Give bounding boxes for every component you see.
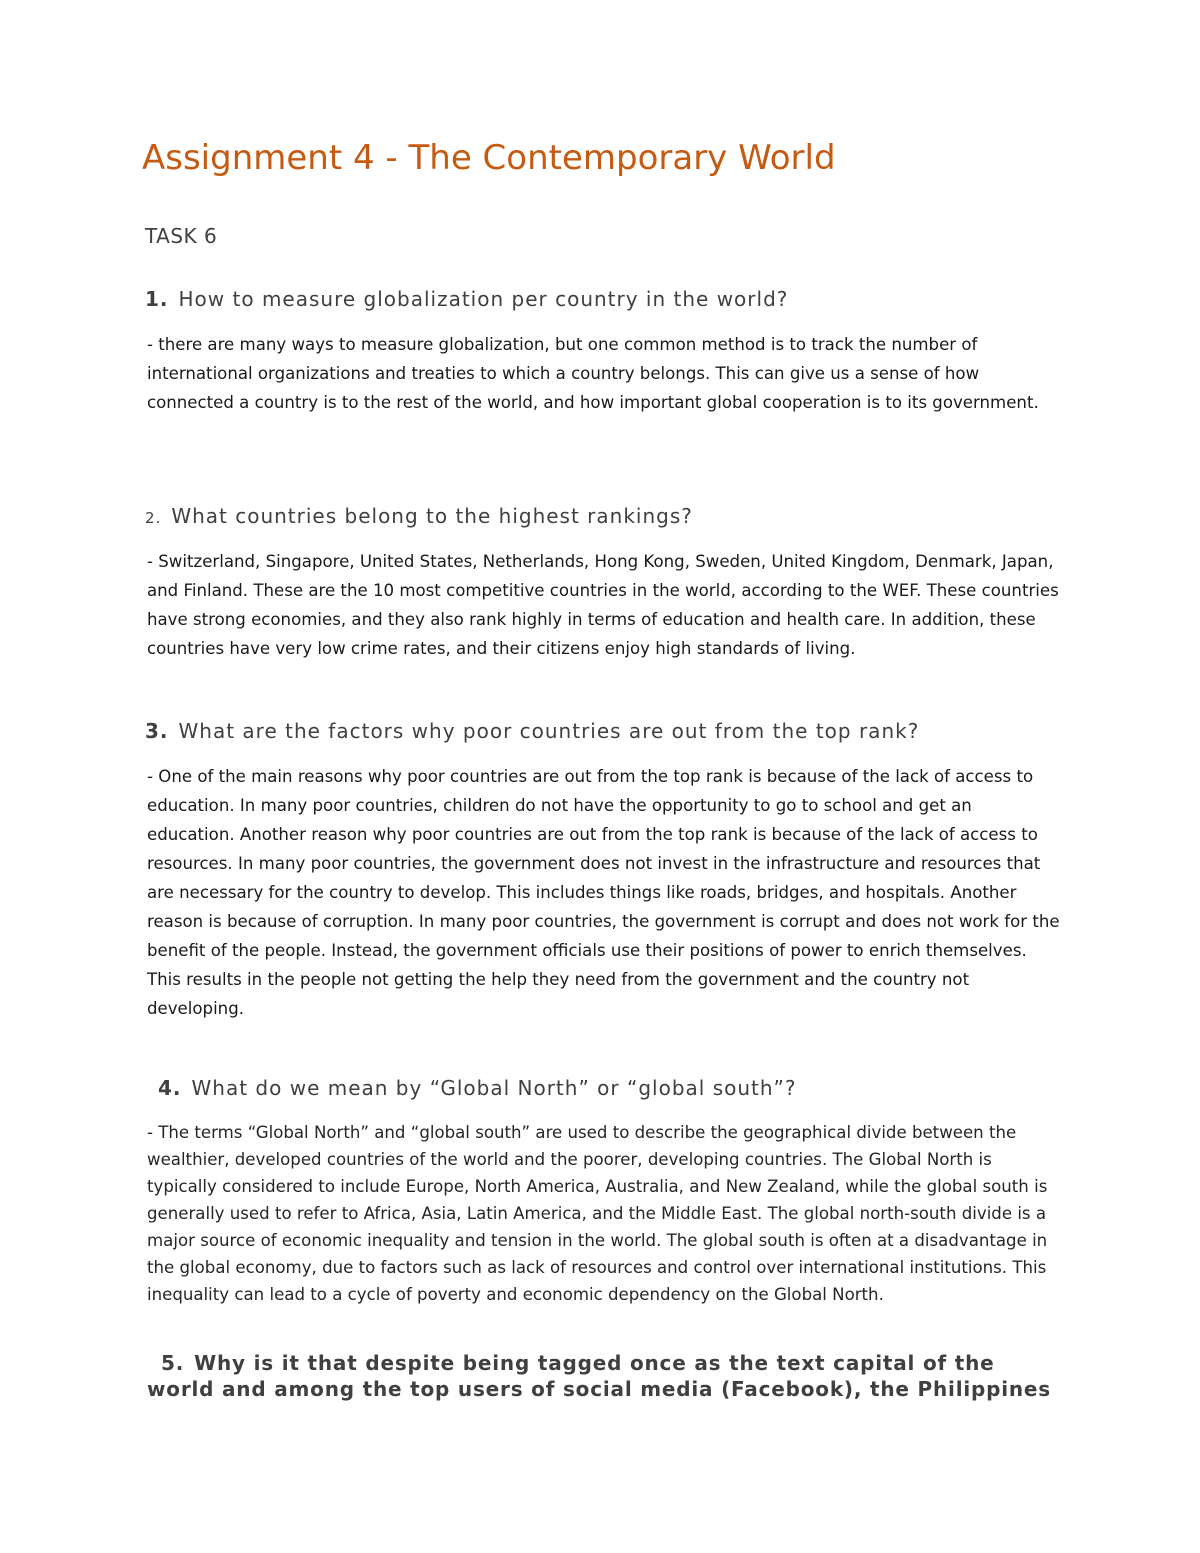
- document-title: Assignment 4 - The Contemporary World: [142, 138, 836, 178]
- question-5-heading: [147, 1350, 1067, 1402]
- question-number: 2.: [145, 509, 162, 527]
- question-text: What countries belong to the highest rankings?: [171, 504, 693, 528]
- question-text: What are the factors why poor countries are out from the top rank?: [178, 719, 920, 743]
- question-number: 5.: [161, 1351, 185, 1375]
- question-4-heading: [158, 1076, 797, 1100]
- question-2-heading: [145, 504, 693, 528]
- question-3-heading: [145, 719, 919, 743]
- answer-3: - One of the main reasons why poor countries are out from the top rank is because of the lack of access to education. In many poor countries, children do not have the opportunity to go to school and get an education. Another reason why poor countries are out from the top rank is because of the lack of access to resources. In many poor countries, the government does not invest in the infrastructure and resources that are necessary for the country to develop. This includes things like roads, bridges, and hospitals. Another reason is because of corruption. In many poor countries, the government is corrupt and does not work for the benefit of the people. Instead, the government officials use their positions of power to enrich themselves. This results in the people not getting the help they need from the government and the country not developing.: [147, 767, 1060, 1018]
- question-1-heading: [145, 287, 788, 311]
- question-text: What do we mean by “Global North” or “global south”?: [191, 1076, 797, 1100]
- question-text: Why is it that despite being tagged once as the text capital of the world and among the top users of social media (Facebook), the Philippines: [147, 1351, 1052, 1401]
- question-number: 1.: [145, 287, 169, 311]
- question-number: 3.: [145, 719, 169, 743]
- answer-4: - The terms “Global North” and “global south” are used to describe the geographical divide between the wealthier, developed countries of the world and the poorer, developing countries. The Global North is typically considered to include Europe, North America, Australia, and New Zealand, while the global south is generally used to refer to Africa, Asia, Latin America, and the Middle East. The global north-south divide is a major source of economic inequality and tension in the world. The global south is often at a disadvantage in the global economy, due to factors such as lack of resources and control over international institutions. This inequality can lead to a cycle of poverty and economic dependency on the Global North.: [147, 1123, 1048, 1304]
- question-number: 4.: [158, 1076, 182, 1100]
- task-label: TASK 6: [145, 224, 218, 248]
- answer-1: - there are many ways to measure globalization, but one common method is to track the number of international organizations and treaties to which a country belongs. This can give us a sense of how connected a country is to the rest of the world, and how important global cooperation is to its government.: [147, 335, 1039, 412]
- question-text: How to measure globalization per country in the world?: [178, 287, 789, 311]
- answer-2: - Switzerland, Singapore, United States, Netherlands, Hong Kong, Sweden, United Kingdom, Denmark, Japan, and Finland. These are the 10 most competitive countries in the world, according to the WEF. These countries have strong economies, and they also rank highly in terms of education and health care. In addition, these countries have very low crime rates, and their citizens enjoy high standards of living.: [147, 552, 1059, 658]
